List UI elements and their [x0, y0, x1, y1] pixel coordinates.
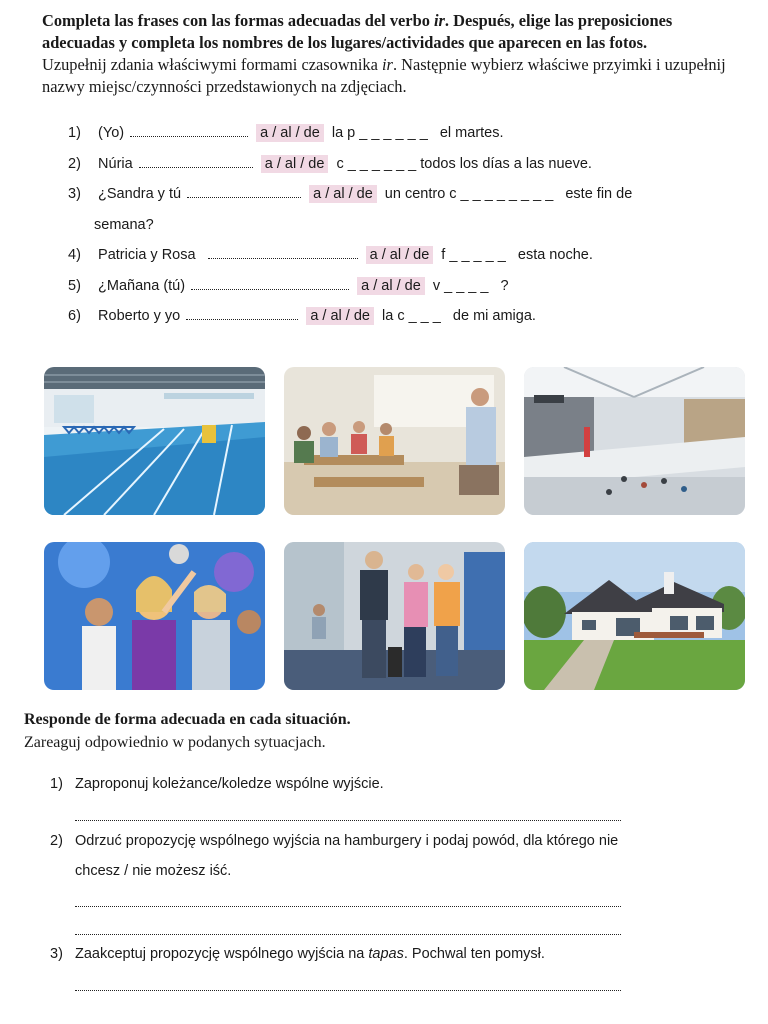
instruction-es-text-1: Completa las frases con las formas adecuadas del verbo	[42, 11, 434, 30]
instruction-pl-verb: ir	[382, 55, 393, 74]
instruction-polish	[42, 54, 742, 98]
preposition-choice[interactable]: a / al / de	[357, 277, 425, 295]
item-rest: un centro c _ _ _ _ _ _ _ _ este fin de	[384, 186, 633, 202]
instruction-spanish	[42, 10, 742, 54]
item-subject: Roberto y yo	[98, 308, 181, 324]
exercise-item-3-continuation: semana?	[94, 217, 154, 233]
task-text-1: Zaakceptuj propozycję wspólnego wyjścia na	[75, 946, 369, 962]
preposition-choice[interactable]: a / al / de	[261, 155, 329, 173]
exercise-item-6	[68, 308, 536, 324]
section-subtitle: Zareaguj odpowiednio w podanych sytuacjach.	[24, 734, 326, 751]
verb-blank[interactable]	[130, 126, 248, 137]
task-text-2: . Pochwal ten pomysł.	[403, 946, 545, 962]
item-rest: f _ _ _ _ _ esta noche.	[441, 247, 593, 263]
task-number: 2)	[50, 833, 63, 849]
task-text: Odrzuć propozycję wspólnego wyjścia na hamburgery i podaj powód, dla którego nie	[75, 833, 619, 849]
item-subject: (Yo)	[98, 125, 125, 141]
exercise-item-5	[68, 278, 509, 294]
task-3	[50, 946, 545, 962]
item-rest: la c _ _ _ de mi amiga.	[382, 308, 536, 324]
verb-blank[interactable]	[191, 279, 349, 290]
photo-airport-travellers	[284, 542, 505, 690]
item-rest: c _ _ _ _ _ _ todos los días a las nueve.	[336, 156, 592, 172]
item-subject: ¿Mañana (tú)	[98, 278, 186, 294]
verb-blank[interactable]	[139, 157, 253, 168]
instruction-pl-text-2: . Następnie wybierz właściwe przyimki i uzupełnij nazwy miejsc/czynności przedstawionych na zdjęciach.	[42, 55, 726, 96]
task-number: 3)	[50, 946, 63, 962]
task-text: Zaproponuj koleżance/koledze wspólne wyjście.	[75, 776, 384, 792]
answer-line-1[interactable]	[75, 820, 621, 821]
item-number: 2)	[68, 156, 81, 172]
photo-party	[44, 542, 265, 690]
task-2-continuation: chcesz / nie możesz iść.	[75, 863, 232, 879]
task-1	[50, 776, 384, 792]
preposition-choice[interactable]: a / al / de	[306, 307, 374, 325]
task-text-italic: tapas	[368, 946, 404, 962]
instruction-es-text-2: . Después, elige las preposiciones adecuadas y completa los nombres de los lugares/actividades que aparecen en las fotos.	[42, 11, 673, 52]
item-rest: la p _ _ _ _ _ _ el martes.	[331, 125, 504, 141]
preposition-choice[interactable]: a / al / de	[366, 246, 434, 264]
item-number: 4)	[68, 247, 81, 263]
item-rest: v _ _ _ _ ?	[432, 278, 509, 294]
verb-blank[interactable]	[208, 248, 358, 259]
exercise-item-1	[68, 125, 504, 141]
item-number: 6)	[68, 308, 81, 324]
answer-line-2a[interactable]	[75, 906, 621, 907]
task-2	[50, 833, 618, 849]
exercise-item-3	[68, 186, 632, 202]
photo-classroom	[284, 367, 505, 515]
item-number: 5)	[68, 278, 81, 294]
section-title: Responde de forma adecuada en cada situación.	[24, 711, 351, 728]
verb-blank[interactable]	[186, 309, 298, 320]
item-number: 3)	[68, 186, 81, 202]
preposition-choice[interactable]: a / al / de	[309, 185, 377, 203]
verb-blank[interactable]	[187, 187, 301, 198]
instructions	[42, 10, 742, 98]
photo-house	[524, 542, 745, 690]
item-subject: Patricia y Rosa	[98, 247, 196, 263]
task-number: 1)	[50, 776, 63, 792]
exercise-item-2	[68, 156, 592, 172]
instruction-es-verb: ir	[433, 11, 445, 30]
photo-swimming-pool	[44, 367, 265, 515]
item-subject: ¿Sandra y tú	[98, 186, 182, 202]
answer-line-3[interactable]	[75, 990, 621, 991]
item-subject: Núria	[98, 156, 133, 172]
preposition-choice[interactable]: a / al / de	[256, 124, 324, 142]
item-number: 1)	[68, 125, 81, 141]
instruction-pl-text-1: Uzupełnij zdania właściwymi formami czasownika	[42, 55, 382, 74]
answer-line-2b[interactable]	[75, 934, 621, 935]
exercise-item-4	[68, 247, 593, 263]
photo-shopping-mall	[524, 367, 745, 515]
